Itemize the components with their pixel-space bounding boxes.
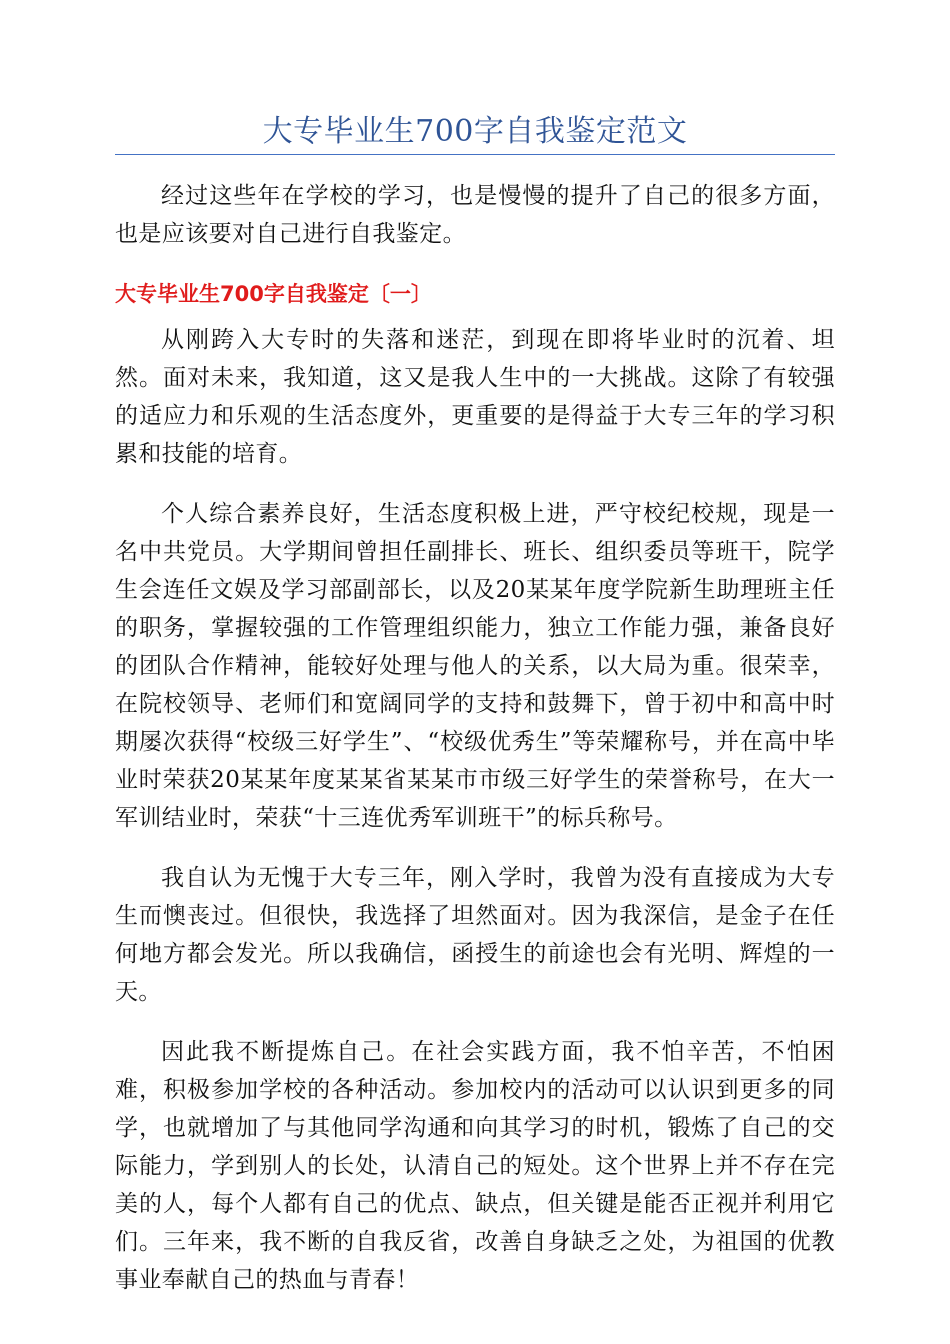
intro-paragraph: 经过这些年在学校的学习，也是慢慢的提升了自己的很多方面，也是应该要对自己进行自我鉴定。 (115, 183, 835, 247)
document-page (115, 0, 835, 1299)
body-paragraph-3: 我自认为无愧于大专三年，刚入学时，我曾为没有直接成为大专生而懊丧过。但很快，我选择了坦然面对。因为我深信，是金子在任何地方都会发光。所以我确信，函授生的前途也会有光明、辉煌的一天。 (115, 865, 835, 1005)
document-title: 大专毕业生700字自我鉴定范文 (262, 114, 688, 149)
body-paragraph-2: 个人综合素养良好，生活态度积极上进，严守校纪校规，现是一名中共党员。大学期间曾担任副排长、班长、组织委员等班干，院学生会连任文娱及学习部副部长，以及20某某年度学院新生助理班主任的职务，掌握较强的工作管理组织能力，独立工作能力强，兼备良好的团队合作精神，能较好处理与他人的关系，以大局为重。很荣幸，在院校领导、老师们和宽阔同学的支持和鼓舞下，曾于初中和高中时期屡次获得“校级三好学生”、“校级优秀生”等荣耀称号，并在高中毕业时荣获20某某年度某某省某某市市级三好学生的荣誉称号，在大一军训结业时，荣获“十三连优秀军训班干”的标兵称号。 (115, 501, 835, 831)
body-paragraph-4: 因此我不断提炼自己。在社会实践方面，我不怕辛苦，不怕困难，积极参加学校的各种活动。参加校内的活动可以认识到更多的同学，也就增加了与其他同学沟通和向其学习的时机，锻炼了自己的交际能力，学到别人的长处，认清自己的短处。这个世界上并不存在完美的人，每个人都有自己的优点、缺点，但关键是能否正视并利用它们。三年来，我不断的自我反省，改善自身缺乏之处，为祖国的优教事业奉献自己的热血与青春！ (115, 1039, 835, 1293)
title-underline (115, 154, 835, 155)
section-heading: 大专毕业生700字自我鉴定〔一〕 (115, 282, 432, 306)
body-paragraph-1: 从刚跨入大专时的失落和迷茫，到现在即将毕业时的沉着、坦然。面对未来，我知道，这又是我人生中的一大挑战。这除了有较强的适应力和乐观的生活态度外，更重要的是得益于大专三年的学习积累和技能的培育。 (115, 327, 835, 467)
